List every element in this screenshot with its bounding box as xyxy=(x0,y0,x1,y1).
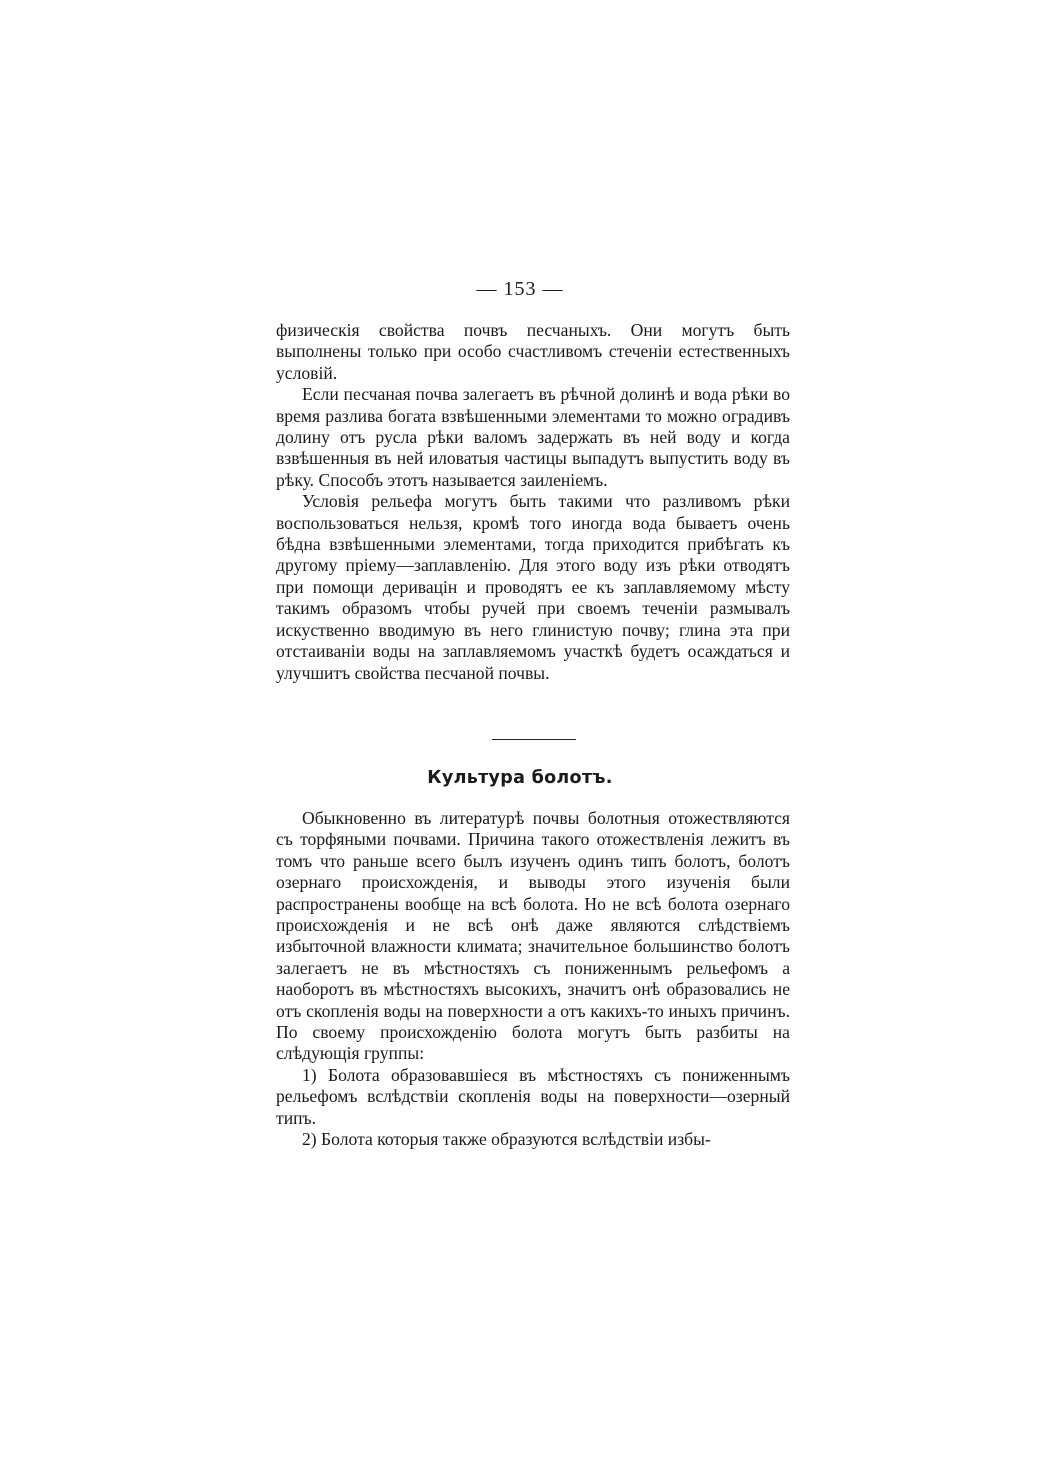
list-item-second-type: 2) Болота которыя также образуются вслѣдствіи избы- xyxy=(302,1129,711,1150)
section-separator xyxy=(492,739,576,740)
page-number: — 153 — xyxy=(476,278,564,300)
list-item-lake-type: 1) Болота образовавшіеся въ мѣстностяхъ съ пониженнымъ рельефомъ вслѣдствіи скопленія воды на поверхности—озерный типъ. xyxy=(276,1064,790,1128)
section-text-block xyxy=(276,808,790,1151)
paragraph-flooding-method: Условія рельефа могутъ быть такими что разливомъ рѣки воспользоваться нельзя, кромѣ того иногда вода бываетъ очень бѣдна взвѣшенными элементами, тогда приходится прибѣгать къ другому пріему—заплавленію. Для этого воду изъ рѣки отводятъ при помощи деривацін и проводятъ ее къ заплавляемому мѣсту такимъ образомъ чтобы ручей при своемъ теченіи размывалъ искуственно вводимую въ него глинистую почву; глина эта при отстаиваніи воды на заплавляемомъ участкѣ будетъ осаждаться и улучшитъ свойства песчаной почвы. xyxy=(276,491,790,683)
paragraph-bog-intro: Обыкновенно въ литературѣ почвы болотныя отожествляются съ торфяными почвами. Причина такого отожествленія лежитъ въ томъ что раньше всего былъ изученъ одинъ типъ болотъ, болотъ озернаго происхожденія, и выводы этого изученія были распространены вообще на всѣ болота. Но не всѣ болота озернаго происхожденія и не всѣ онѣ даже являются слѣдствіемъ избыточной влажности климата; значительное большинство болотъ залегаетъ не въ мѣстностяхъ съ пониженнымъ рельефомъ а наоборотъ въ мѣстностяхъ высокихъ, значитъ онѣ образовались не отъ скопленія воды на поверхности а отъ какихъ-то иныхъ причинъ. По своему происхожденію болота могутъ быть разбиты на слѣдующія группы: xyxy=(276,808,790,1064)
section-heading: Культура болотъ. xyxy=(427,768,613,788)
top-text-block xyxy=(276,320,790,684)
paragraph-continuation: физическія свойства почвъ песчаныхъ. Они могутъ быть выполнены только при особо счастливомъ стеченіи естественныхъ условій. xyxy=(276,320,790,383)
paragraph-river-silting: Если песчаная почва залегаетъ въ рѣчной долинѣ и вода рѣки во время разлива богата взвѣшенными элементами то можно оградивъ долину отъ русла рѣки валомъ задержать въ ней воду и когда взвѣшенныя въ ней иловатыя частицы выпадутъ выпустить воду въ рѣку. Способъ этотъ называется заиленіемъ. xyxy=(276,384,790,490)
